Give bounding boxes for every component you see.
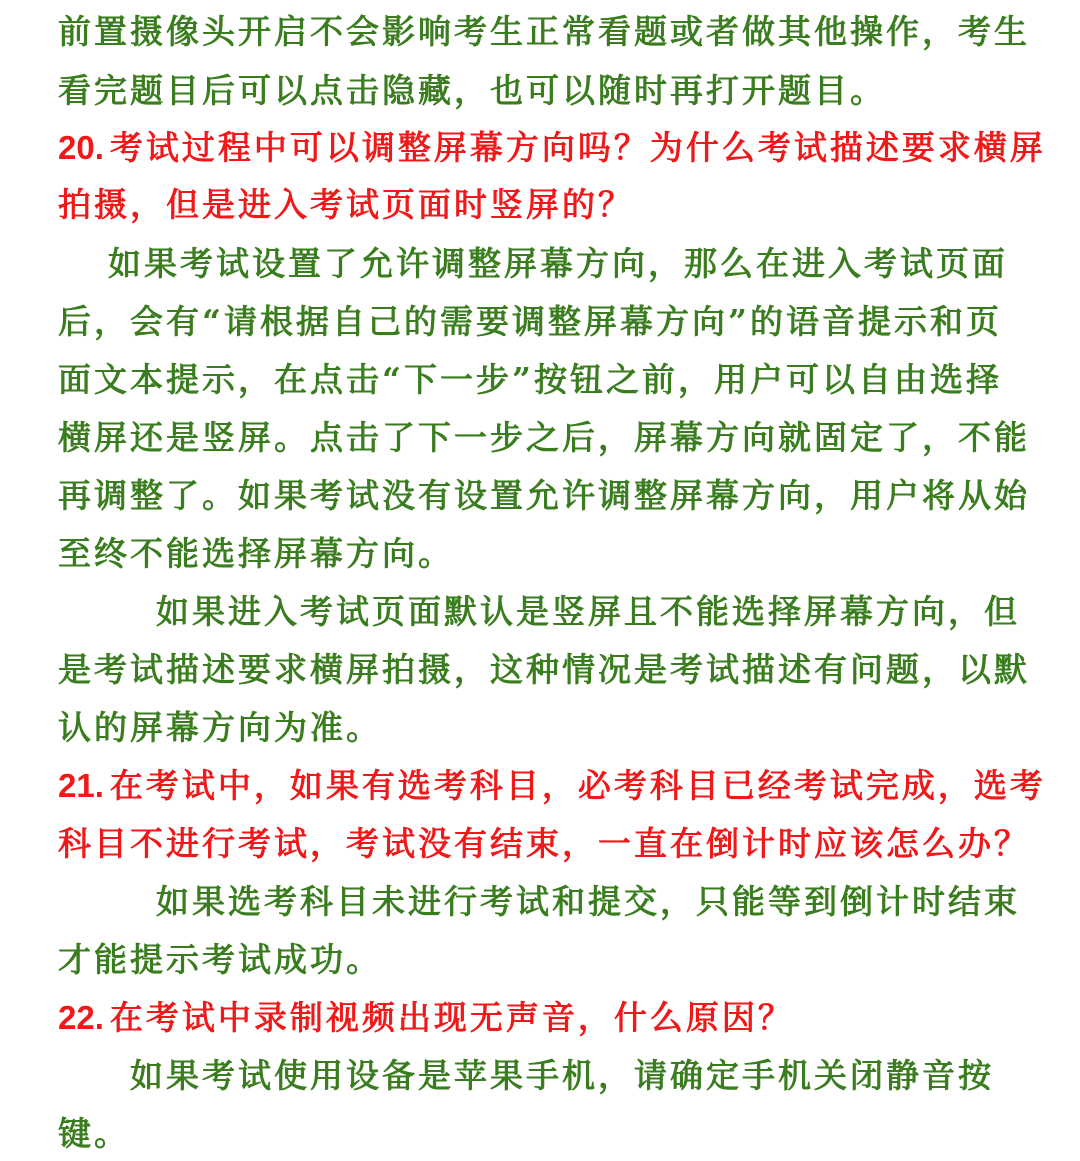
answer-22-line-1: 如果考试使用设备是苹果手机，请确定手机关闭静音按 — [130, 1056, 994, 1095]
question-22-text-1: 在考试中录制视频出现无声音，什么原因？ — [109, 998, 794, 1037]
question-21-line-2: 科目不进行考试，考试没有结束，一直在倒计时应该怎么办？ — [58, 824, 1030, 863]
question-22-number: 22. — [58, 999, 104, 1036]
answer-22-line-2: 键。 — [58, 1114, 130, 1153]
question-21-line-1 — [58, 764, 1046, 808]
intro-line-2: 看完题目后可以点击隐藏，也可以随时再打开题目。 — [58, 71, 886, 110]
answer-20-p1-line-5: 再调整了。如果考试没有设置允许调整屏幕方向，用户将从始 — [58, 476, 1030, 515]
answer-20-p1-line-1: 如果考试设置了允许调整屏幕方向，那么在进入考试页面 — [108, 244, 1008, 283]
answer-20-p2-line-2: 是考试描述要求横屏拍摄，这种情况是考试描述有问题，以默 — [58, 650, 1030, 689]
answer-20-p2-line-3: 认的屏幕方向为准。 — [58, 708, 382, 747]
question-20-line-2: 拍摄，但是进入考试页面时竖屏的？ — [58, 185, 634, 224]
question-21-text-1: 在考试中，如果有选考科目，必考科目已经考试完成，选考 — [109, 766, 1046, 805]
question-22-line-1 — [58, 996, 794, 1040]
answer-20-p2-line-1: 如果进入考试页面默认是竖屏且不能选择屏幕方向，但 — [156, 592, 1020, 631]
answer-20-p1-line-4: 横屏还是竖屏。点击了下一步之后，屏幕方向就固定了，不能 — [58, 418, 1030, 457]
question-20-line-1 — [58, 126, 1046, 170]
answer-20-p1-line-3: 面文本提示，在点击“下一步”按钮之前，用户可以自由选择 — [58, 360, 1002, 399]
intro-line-1: 前置摄像头开启不会影响考生正常看题或者做其他操作，考生 — [58, 12, 1030, 51]
answer-21-line-1: 如果选考科目未进行考试和提交，只能等到倒计时结束 — [156, 882, 1020, 921]
answer-20-p1-line-2: 后，会有“请根据自己的需要调整屏幕方向”的语音提示和页 — [58, 302, 1002, 341]
question-20-number: 20. — [58, 129, 104, 166]
answer-20-p1-line-6: 至终不能选择屏幕方向。 — [58, 534, 454, 573]
question-20-text-1: 考试过程中可以调整屏幕方向吗？为什么考试描述要求横屏 — [109, 128, 1046, 167]
question-21-number: 21. — [58, 767, 104, 804]
answer-21-line-2: 才能提示考试成功。 — [58, 940, 382, 979]
